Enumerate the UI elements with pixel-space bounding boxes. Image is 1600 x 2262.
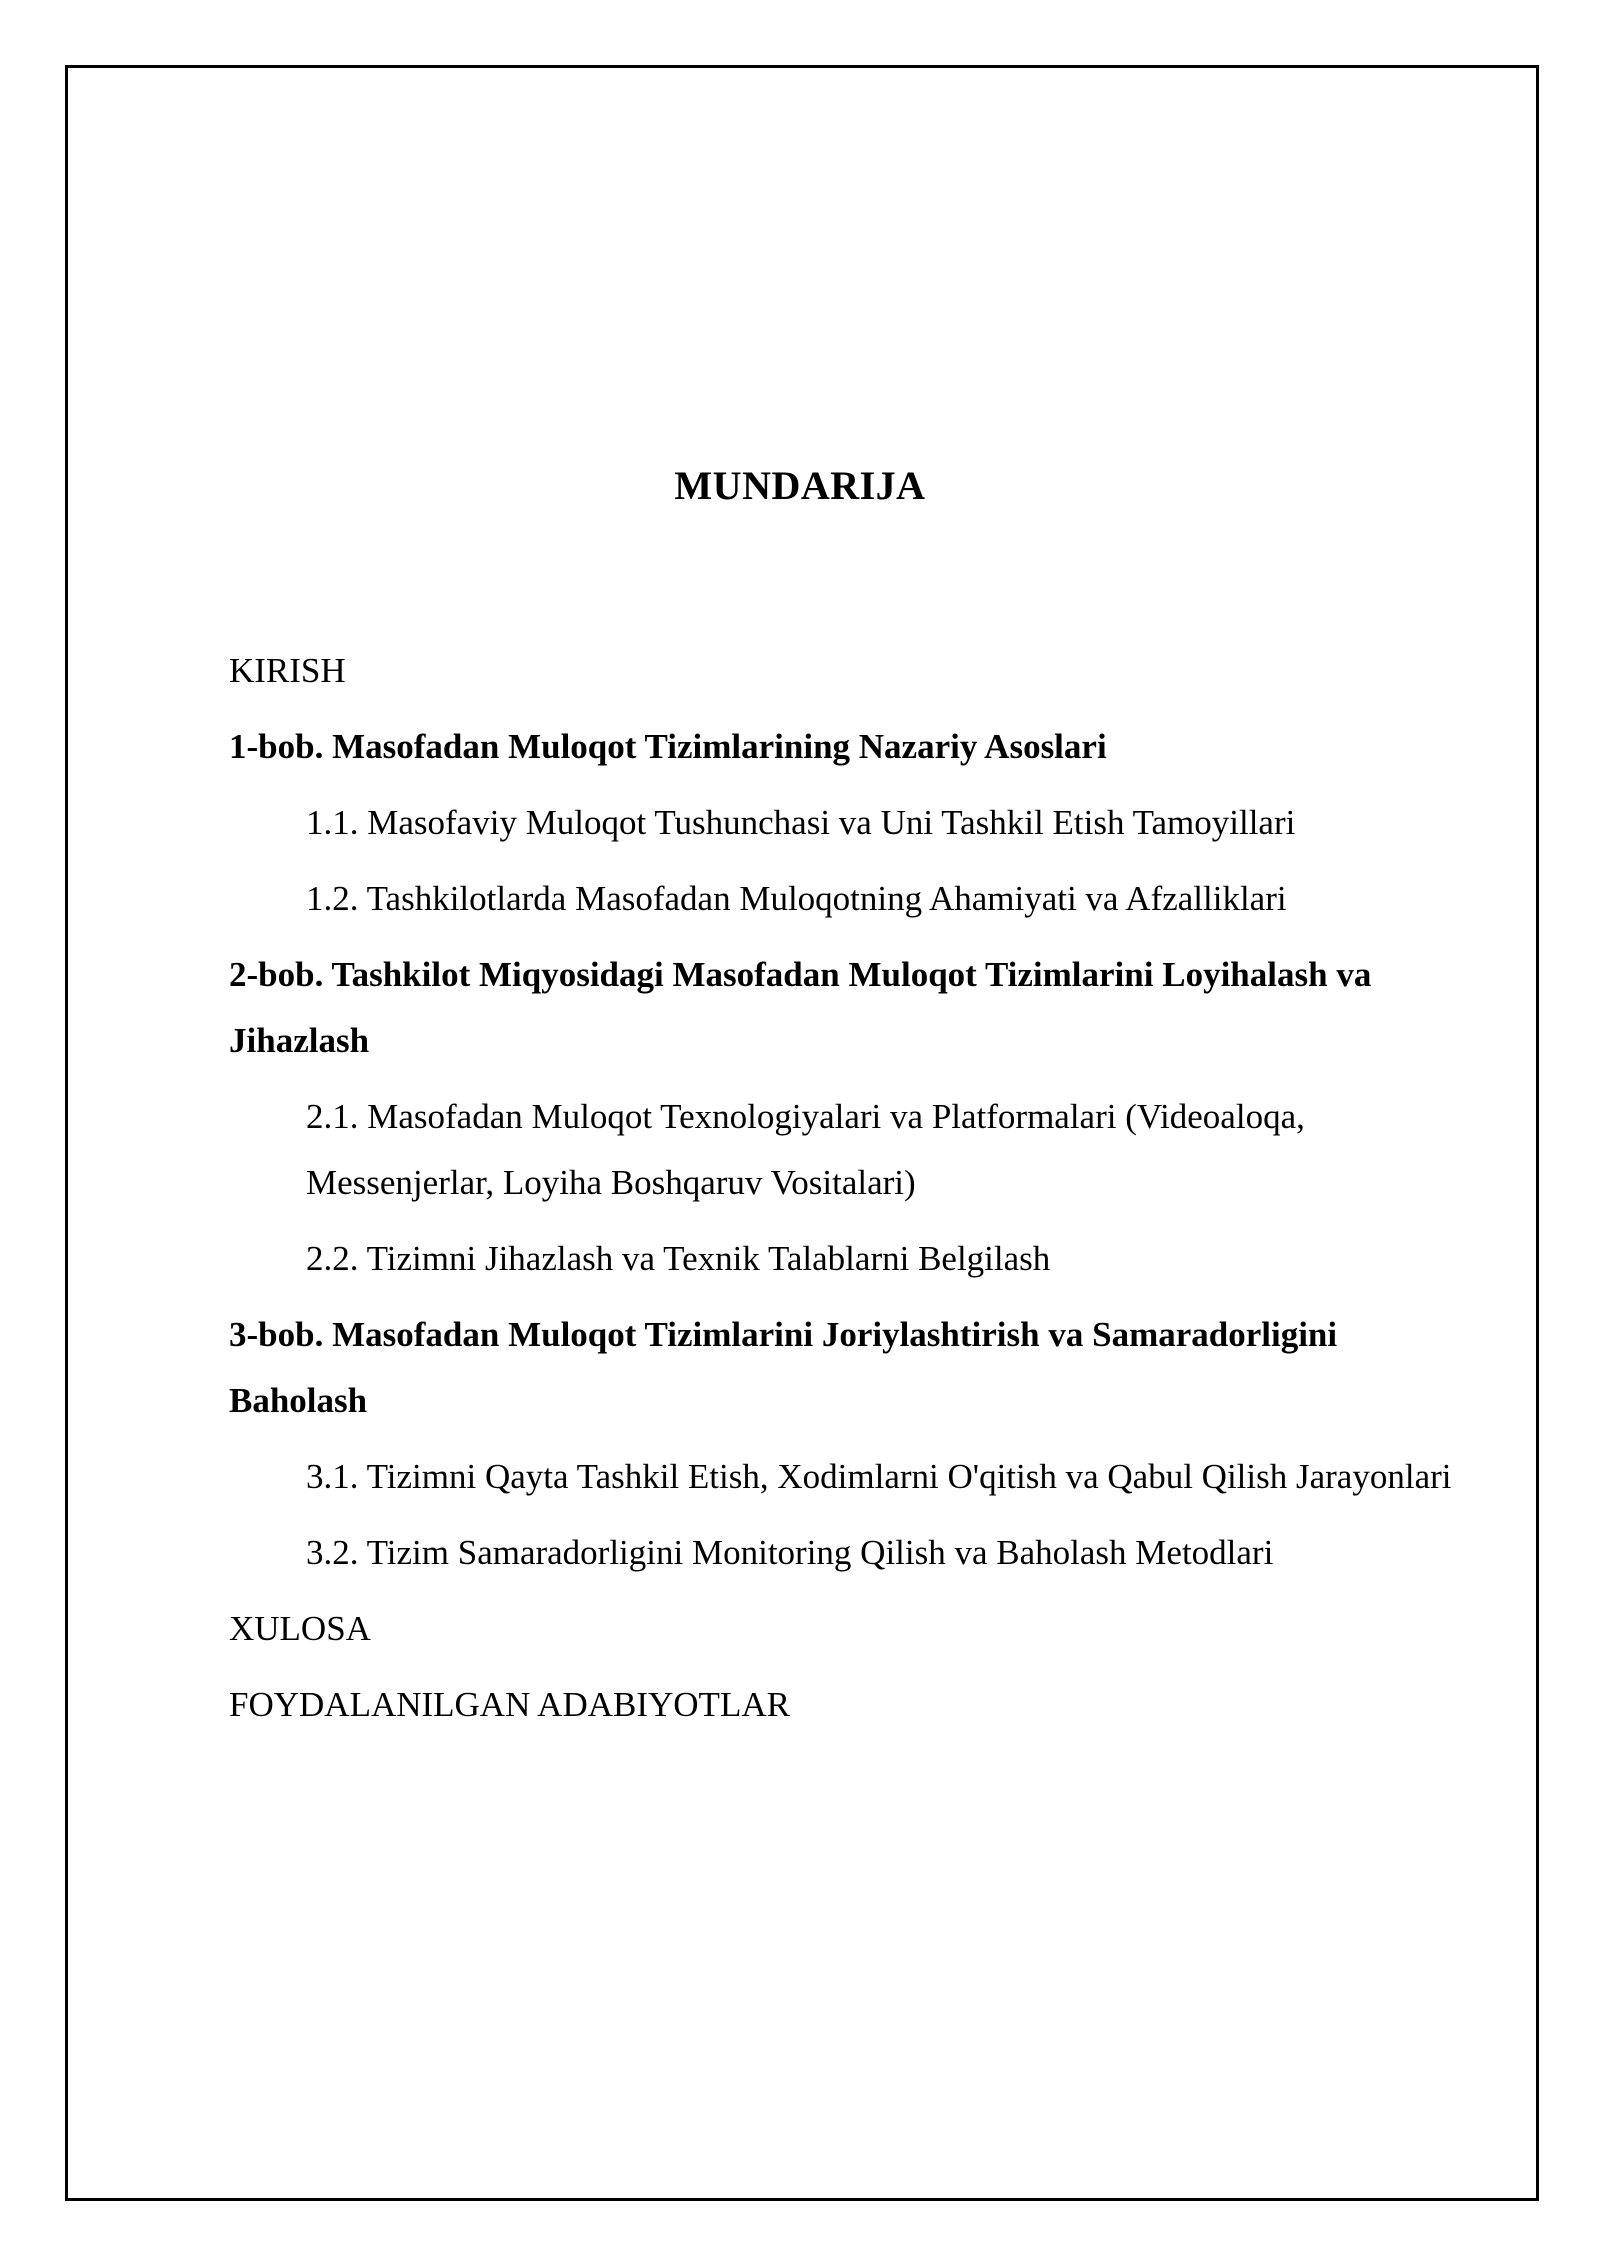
toc-entry-section-1-2: 1.2. Tashkilotlarda Masofadan Muloqotning Ahamiyati va Afzalliklari: [306, 879, 1287, 918]
toc-entry-section-3-1: 3.1. Tizimni Qayta Tashkil Etish, Xodimlarni O'qitish va Qabul Qilish Jarayonlari: [306, 1457, 1452, 1496]
table-of-contents: [229, 638, 1479, 1748]
toc-entry-section-3-2: 3.2. Tizim Samaradorligini Monitoring Qilish va Baholash Metodlari: [306, 1533, 1274, 1572]
page-title: MUNDARIJA: [674, 463, 926, 508]
toc-entry-references: FOYDALANILGAN ADABIYOTLAR: [229, 1685, 790, 1724]
toc-entry-chapter-3: 3-bob. Masofadan Muloqot Tizimlarini Joriylashtirish va Samaradorligini Baholash: [229, 1315, 1338, 1420]
toc-entry-section-1-1: 1.1. Masofaviy Muloqot Tushunchasi va Uni Tashkil Etish Tamoyillari: [306, 803, 1296, 842]
toc-entry-introduction: KIRISH: [229, 651, 346, 690]
toc-entry-section-2-2: 2.2. Tizimni Jihazlash va Texnik Talablarni Belgilash: [306, 1239, 1051, 1278]
toc-entry-chapter-2: 2-bob. Tashkilot Miqyosidagi Masofadan Muloqot Tizimlarini Loyihalash va Jihazlash: [229, 955, 1372, 1060]
toc-entry-conclusion: XULOSA: [229, 1609, 371, 1648]
toc-entry-section-2-1: 2.1. Masofadan Muloqot Texnologiyalari va Platformalari (Videoaloqa, Messenjerlar, Loyiha Boshqaruv Vositalari): [306, 1097, 1305, 1202]
toc-entry-chapter-1: 1-bob. Masofadan Muloqot Tizimlarining Nazariy Asoslari: [229, 727, 1107, 766]
